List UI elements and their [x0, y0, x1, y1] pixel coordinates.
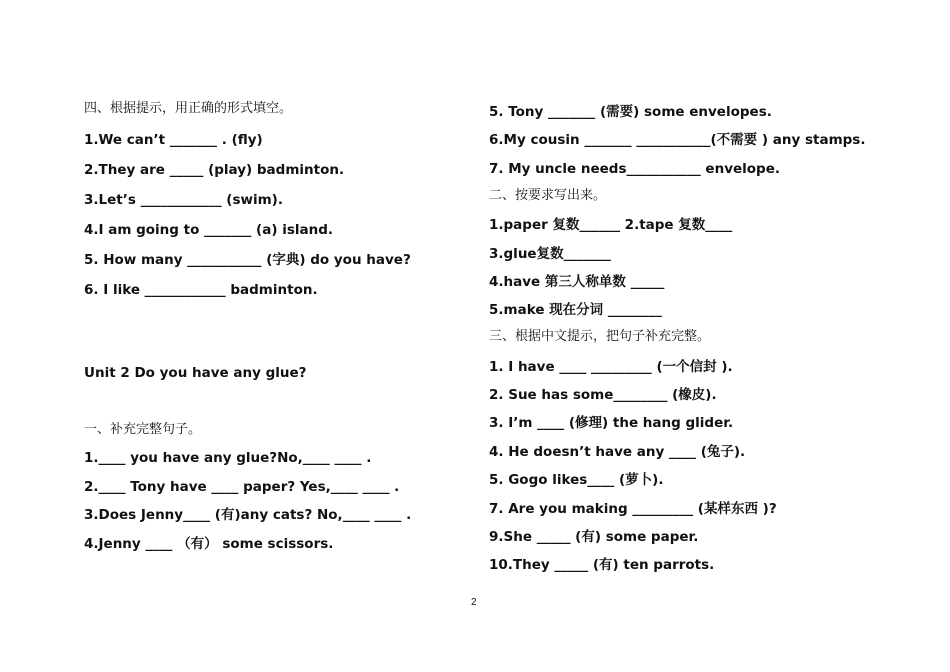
- exercise-line: 7. My uncle needs___________ envelope.: [489, 161, 781, 177]
- section4-heading: 四、根据提示，用正确的形式填空。: [84, 101, 293, 116]
- exercise-line: 3. I’m ____ (修理) the hang glider.: [489, 415, 734, 431]
- exercise-line: 4. He doesn’t have any ____ (兔子).: [489, 444, 746, 460]
- section2-heading: 二、按要求写出来。: [489, 188, 607, 203]
- exercise-line: 3.Let’s ____________ (swim).: [84, 192, 283, 208]
- exercise-line: 5. How many ___________ (字典) do you have?: [84, 252, 411, 268]
- exercise-line: 1.paper 复数______ 2.tape 复数____: [489, 217, 733, 233]
- exercise-line: 3.glue复数_______: [489, 246, 611, 262]
- exercise-line: 1.We can’t _______ . (fly): [84, 132, 263, 148]
- exercise-line: 7. Are you making _________ (某样东西 )?: [489, 501, 777, 517]
- exercise-line: 10.They _____ (有) ten parrots.: [489, 557, 715, 573]
- section3-heading: 三、根据中文提示，把句子补充完整。: [489, 329, 711, 344]
- exercise-line: 9.She _____ (有) some paper.: [489, 529, 699, 545]
- section1-heading: 一、补充完整句子。: [84, 422, 202, 437]
- exercise-line: 6. I like ____________ badminton.: [84, 282, 318, 298]
- exercise-line: 2. Sue has some________ (橡皮).: [489, 387, 717, 403]
- exercise-line: 6.My cousin _______ ___________(不需要 ) any stamps.: [489, 132, 866, 148]
- exercise-line: 5.make 现在分词 ________: [489, 302, 662, 318]
- exercise-line: 5. Tony _______ (需要) some envelopes.: [489, 104, 772, 120]
- exercise-line: 2.____ Tony have ____ paper? Yes,____ ____ .: [84, 479, 400, 495]
- exercise-line: 4.have 第三人称单数 _____: [489, 274, 665, 290]
- exercise-line: 1. I have ____ _________ (一个信封 ).: [489, 359, 733, 375]
- exercise-line: 1.____ you have any glue?No,____ ____ .: [84, 450, 372, 466]
- exercise-line: 2.They are _____ (play) badminton.: [84, 162, 345, 178]
- exercise-line: 4.I am going to _______ (a) island.: [84, 222, 333, 238]
- exercise-line: 3.Does Jenny____ (有)any cats? No,____ ____ .: [84, 507, 412, 523]
- exercise-line: 4.Jenny ____ （有） some scissors.: [84, 536, 334, 552]
- unit-title: Unit 2 Do you have any glue?: [84, 365, 307, 381]
- exercise-line: 5. Gogo likes____ (萝卜).: [489, 472, 664, 488]
- page-number: 2: [471, 597, 477, 608]
